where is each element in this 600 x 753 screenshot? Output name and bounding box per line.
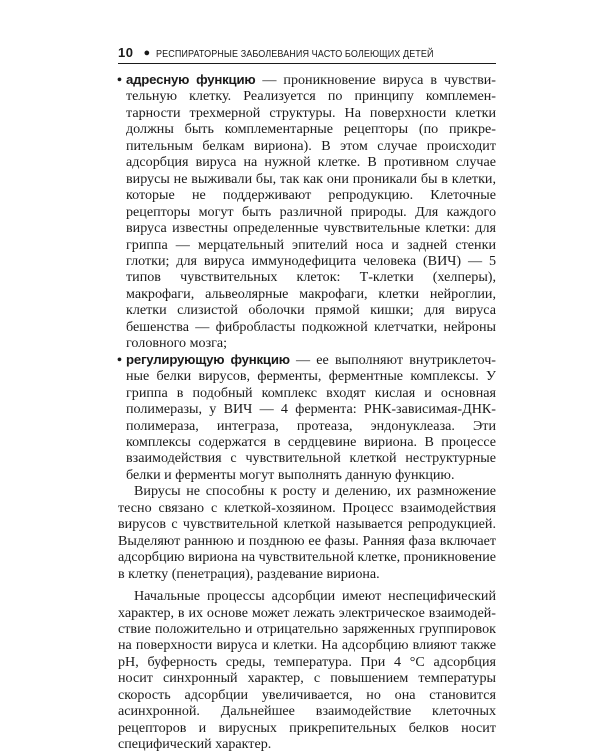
page-body [118, 72, 496, 753]
term-regulating-function: регулирующую функцию [126, 351, 290, 367]
list-item-text: — ее выполняют внутриклеточные белки вирусов, ферменты, ферментные комплексы. У гриппа в подобный комплекс входят кислая и основная полимеразы, у ВИЧ — 4 фермента: РНК-зависимая-ДНК-полимераза, интеграза, протеаза, эндонуклеаза. Эти комплексы содержатся в сердцевине вириона. В процессе взаимодействия с чувствительной клеткой неструктурные белки и ферменты могут выполнять данную функцию. [126, 351, 496, 483]
bullet-icon: • [117, 351, 122, 368]
paragraph-adsorption: Начальные процессы адсорбции имеют неспецифический характер, в их основе может лежать электрическое взаимодействие положительно и отрицательно заряженных группировок на поверхности вируса и клетки. На адсорбцию влияют также pH, буферность среды, температура. При 4 °С адсорбция носит синхронный характер, с повышением температуры скорость адсорбции увеличивается, но она становится асинхронной. Дальнейшее взаимодействие клеточных рецепторов и вирусных прикрепительных белков носит специфический характер. [118, 588, 496, 753]
running-title: РЕСПИРАТОРНЫЕ ЗАБОЛЕВАНИЯ ЧАСТО БОЛЕЮЩИХ ДЕТЕЙ [156, 48, 434, 60]
header-bullet-icon: ● [143, 47, 151, 59]
list-item-text: — проникновение вируса в чувствительную клетку. Реализуется по принципу комплементарности трехмерной структуры. На поверхности клетки должны быть комплементарные рецепторы (по прикрепительным белкам вириона). В этом случае происходит адсорбция вируса на нужной клетке. В противном случае вирусы не выживали бы, так как они проникали бы в клетки, которые не поддерживают репродукцию. Клеточные рецепторы могут быть различной природы. Для каждого вируса известны определенные чувствительные клетки: для гриппа — мерцательный эпителий носа и задней стенки глотки; для вируса иммунодефицита человека (ВИЧ) — 5 типов чувствительных клеток: Т-клетки (хелперы), макрофаги, альвеолярные макрофаги, клетки нейроглии, клетки слизистой оболочки прямой кишки; для вируса бешенства — фибробласты подкожной клетчатки, нейроны головного мозга; [126, 72, 496, 352]
page-number: 10 [118, 45, 134, 60]
term-address-function: адресную функцию [126, 72, 256, 87]
list-item-regulating-function [118, 352, 496, 484]
paragraph-reproduction: Вирусы не способны к росту и делению, их размножение тесно связано с клеткой-хозяином. Процесс взаимодействия вирусов с чувствительной клеткой называется репродукцией. Выделяют раннюю и позднюю ее фазы. Ранняя фаза включает адсорбцию вириона на чувствительной клетке, проникновение в клетку (пенетрация), раздевание вириона. [118, 483, 496, 582]
running-header [118, 40, 496, 64]
list-item-address-function [118, 72, 496, 352]
function-list [118, 72, 496, 483]
bullet-icon: • [117, 72, 122, 88]
